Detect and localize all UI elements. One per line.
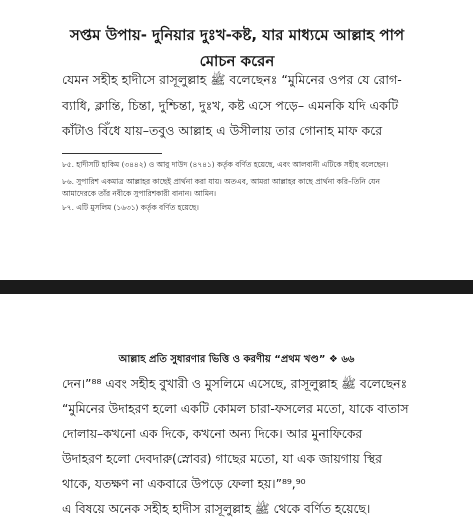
running-header: আল্লাহ প্রতি সুধারণার ভিত্তি ও করণীয় “প্রথম খণ্ড” ❖ ৬৬	[118, 354, 355, 365]
body-text-line: ব্যাধি, ক্লান্তি, চিন্তা, দুশ্চিন্তা, দুঃখ, কষ্ট এসে পড়ে– এমনকি যদি একটি	[62, 98, 399, 113]
body-text-line: “মুমিনের উদাহরণ হলো একটি কোমল চারা-ফসলের মতো, যাকে বাতাস	[62, 402, 409, 416]
page-bottom	[0, 294, 473, 529]
chapter-heading	[52, 22, 422, 74]
page-break-bar	[0, 280, 473, 294]
body-text-line: যেমন সহীহ হাদীসে রাসূলুল্লাহ ﷺ বলেছেনঃ “মুমিনের ওপর যে রোগ-	[62, 72, 402, 87]
body-text-line: কাঁটাও বিঁধে যায়–তবুও আল্লাহ এ উসীলায় তার গোনাহ মাফ করে	[62, 123, 383, 138]
footnote-divider	[62, 153, 162, 154]
body-text-line: দেন।”⁸⁸ এবং সহীহ বুখারী ও মুসলিমে এসেছে, রাসূলুল্লাহ ﷺ বলেছেনঃ	[62, 377, 408, 391]
chapter-heading-line-2: মোচন করেন	[199, 52, 275, 70]
body-text-line: থাকে, যতক্ষণ না একবারে উপড়ে ফেলা হয়।”⁸⁹,⁹⁰	[62, 477, 306, 491]
body-text-line: দোলায়–কখনো এক দিকে, কখনো অন্য দিকে। আর মুনাফিকের	[62, 427, 363, 441]
body-text-line: উদাহরণ হলো দেবদারু(স্নোবর) গাছের মতো, যা এক জায়গায় স্থির	[62, 452, 382, 466]
footnote: ৮৬. সুপারিশ একমাত্র আল্লাহর কাছেই প্রার্থনা করা যায়। অতএব, আমরা আল্লাহর কাছে প্রার্থনা করি–তিনি যেন	[62, 177, 380, 186]
footnote: ৮৭. এটি মুসলিম (১৬৩১) কর্তৃক বর্ণিত হয়েছে।	[62, 203, 199, 212]
footnote: আমাদেরকে তাঁর নবীকে সুপারিশকারী বানান। আমিন।	[62, 189, 217, 198]
footnote: ৮৫. হাদীসটি হাকিম (৩৪৪২) ও আবু দাউদ (৪৭৪১) কর্তৃক বর্ণিত হয়েছে, এবং আলবানী এটিকে সহীহ বলেছেন।	[62, 160, 389, 169]
chapter-heading-line-1: সপ্তম উপায়- দুনিয়ার দুঃখ-কষ্ট, যার মাধ্যমে আল্লাহ পাপ	[69, 26, 405, 44]
body-text-line: এ বিষয়ে অনেক সহীহ হাদীস রাসূলুল্লাহ ﷺ থেকে বর্ণিত হয়েছে।	[62, 502, 371, 516]
